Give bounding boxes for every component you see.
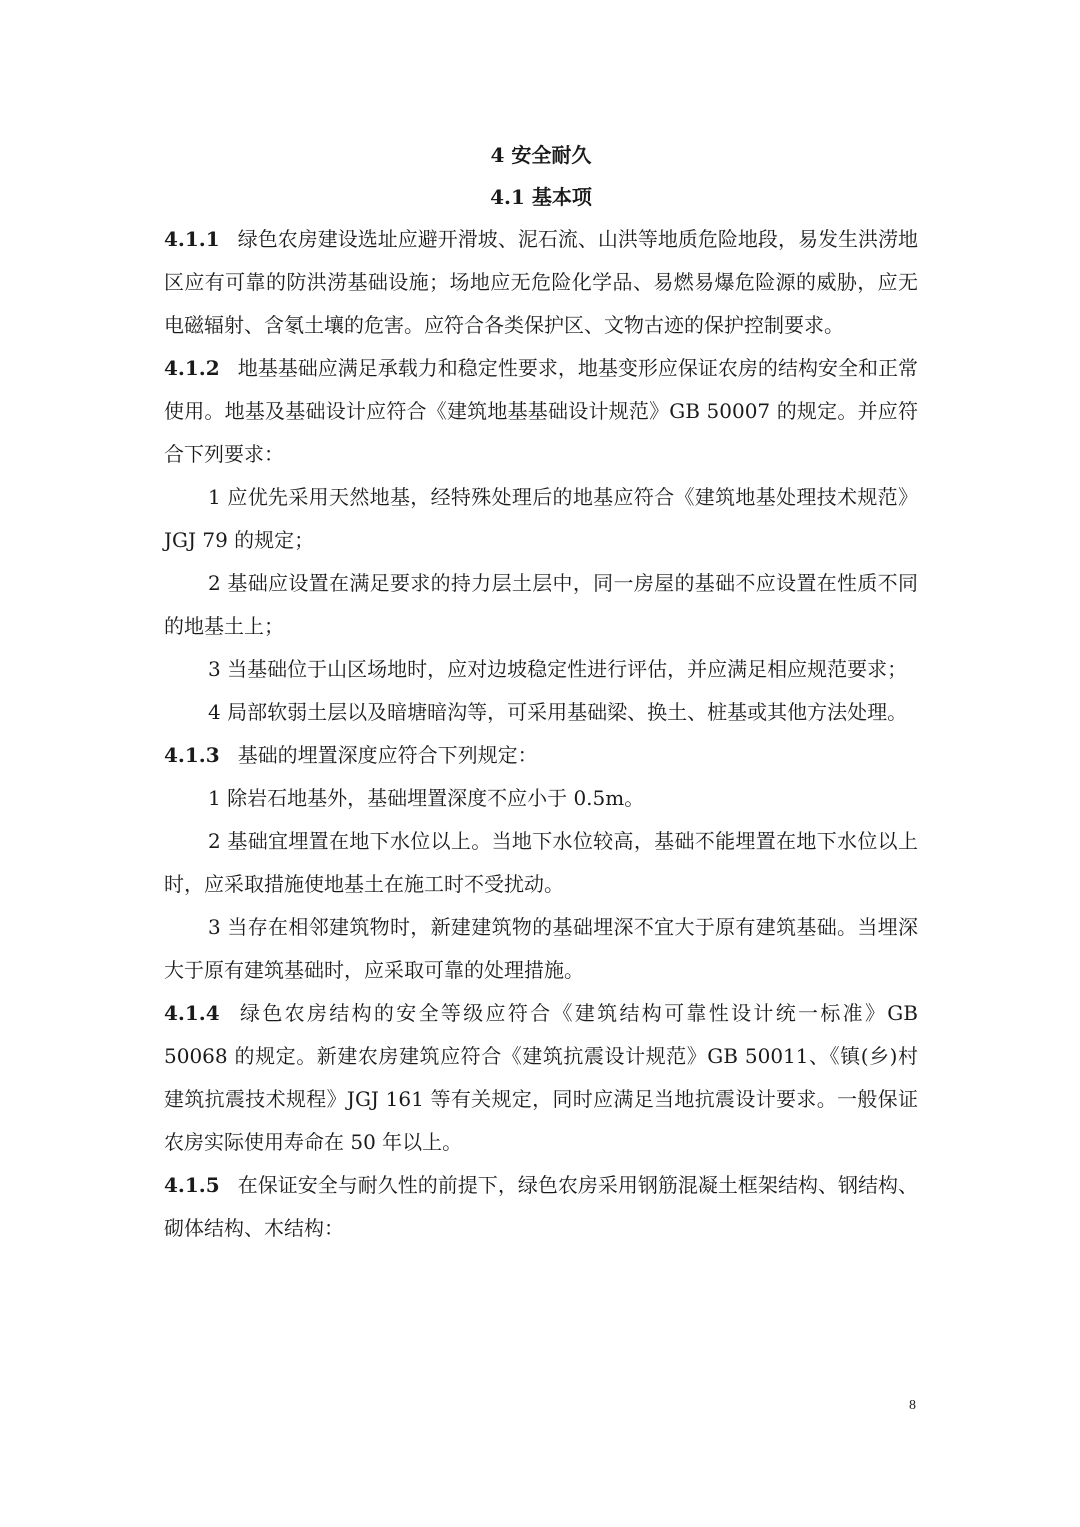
list-item: 2 基础宜埋置在地下水位以上。当地下水位较高，基础不能埋置在地下水位以上时，应采取措施使地基土在施工时不受扰动。 [164, 829, 918, 896]
clause-text: 基础的埋置深度应符合下列规定： [237, 743, 538, 767]
section-heading: 4.1 基本项 [490, 185, 592, 209]
clause-number: 4.1.5 [164, 1173, 220, 1197]
clause-text: 绿色农房建设选址应避开滑坡、泥石流、山洪等地质危险地段，易发生洪涝地区应有可靠的防洪涝基础设施；场地应无危险化学品、易燃易爆危险源的威胁，应无电磁辐射、含氡土壤的危害。应符合各类保护区、文物古迹的保护控制要求。 [164, 227, 918, 337]
list-item: 2 基础应设置在满足要求的持力层土层中，同一房屋的基础不应设置在性质不同的地基土上； [164, 571, 918, 638]
list-item: 4 局部软弱土层以及暗塘暗沟等，可采用基础梁、换土、桩基或其他方法处理。 [208, 700, 908, 724]
list-item: 3 当存在相邻建筑物时，新建建筑物的基础埋深不宜大于原有建筑基础。当埋深大于原有建筑基础时，应采取可靠的处理措施。 [164, 915, 918, 982]
clause-number: 4.1.2 [164, 356, 220, 380]
list-item: 1 除岩石地基外，基础埋置深度不应小于 0.5m。 [208, 786, 645, 810]
clause-4-1-1 [164, 218, 918, 347]
clause-number: 4.1.3 [164, 743, 220, 767]
clause-4-1-3 [164, 734, 918, 992]
clause-4-1-5 [164, 1164, 918, 1250]
clause-4-1-2 [164, 347, 918, 734]
list-item: 3 当基础位于山区场地时，应对边坡稳定性进行评估，并应满足相应规范要求； [208, 657, 908, 681]
clause-text: 地基基础应满足承载力和稳定性要求，地基变形应保证农房的结构安全和正常使用。地基及基础设计应符合《建筑地基基础设计规范》GB 50007 的规定。并应符合下列要求： [164, 356, 918, 466]
clause-number: 4.1.1 [164, 227, 220, 251]
list-item: 1 应优先采用天然地基，经特殊处理后的地基应符合《建筑地基处理技术规范》JGJ 79 的规定； [164, 485, 918, 552]
clause-4-1-4 [164, 992, 918, 1164]
clause-number: 4.1.4 [164, 1001, 220, 1025]
clause-text: 绿色农房结构的安全等级应符合《建筑结构可靠性设计统一标准》GB 50068 的规定。新建农房建筑应符合《建筑抗震设计规范》GB 50011、《镇(乡)村建筑抗震技术规程》JGJ 161 等有关规定，同时应满足当地抗震设计要求。一般保证农房实际使用寿命在 50 年以上。 [164, 1001, 918, 1154]
page-content [164, 130, 918, 1250]
chapter-heading: 4 安全耐久 [490, 143, 592, 167]
clause-text: 在保证安全与耐久性的前提下，绿色农房采用钢筋混凝土框架结构、钢结构、砌体结构、木结构： [164, 1173, 918, 1240]
page-number: 8 [909, 1398, 916, 1413]
